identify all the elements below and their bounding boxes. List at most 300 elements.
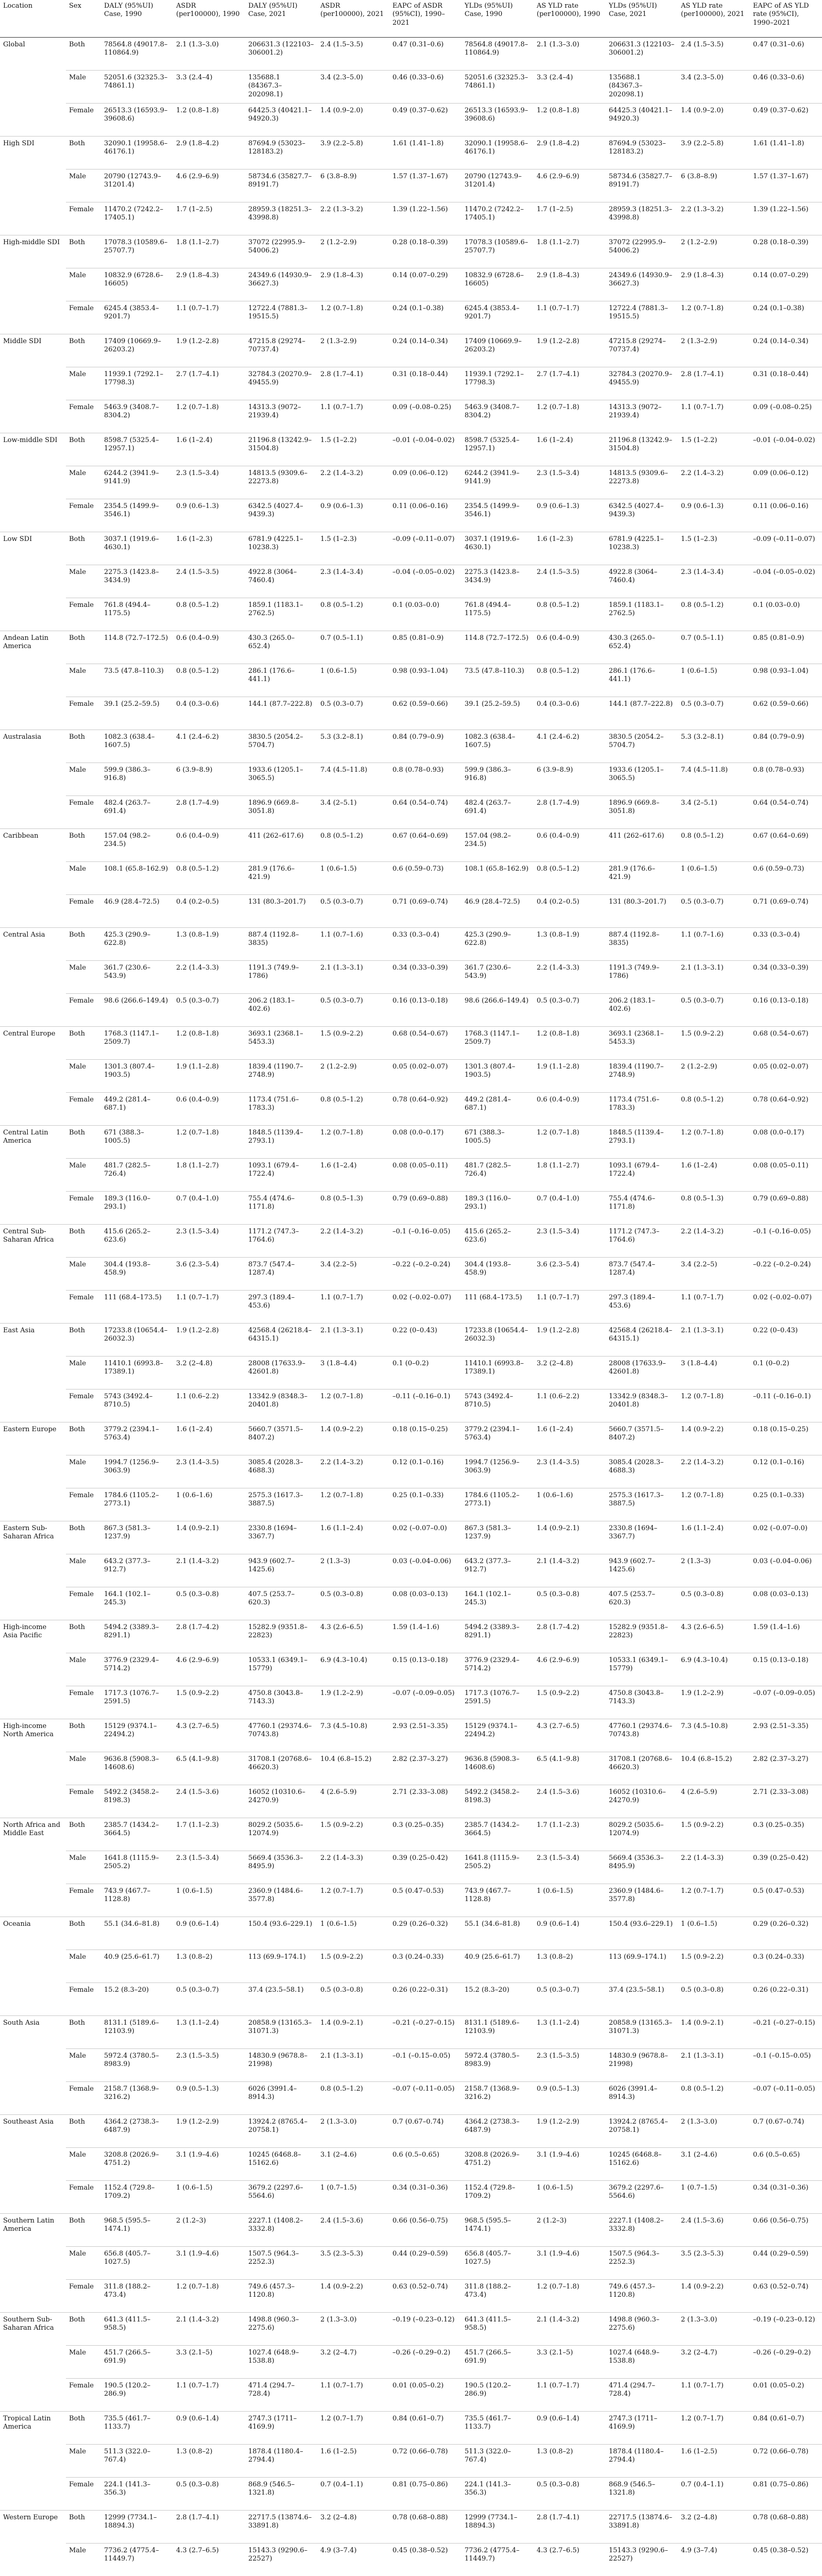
sex-cell: Both <box>66 1422 101 1455</box>
value-cell: 1.5 (0.9–2.2) <box>317 1950 389 1983</box>
value-cell: 7.4 (4.5–11.8) <box>317 763 389 796</box>
value-cell: 2275.3 (1423.8–3434.9) <box>101 565 173 598</box>
location-cell <box>0 895 66 928</box>
value-cell: 0.5 (0.3–0.8) <box>173 2478 245 2511</box>
location-cell <box>0 2148 66 2181</box>
location-cell: Western Europe <box>3 2514 58 2521</box>
value-cell: 0.6 (0.5–0.65) <box>750 2148 822 2181</box>
value-cell: 1.2 (0.7–1.8) <box>317 1389 389 1422</box>
value-cell: 311.8 (188.2–473.4) <box>461 2280 534 2313</box>
value-cell: 108.1 (65.8–162.9) <box>101 862 173 895</box>
sex-cell: Male <box>66 2049 101 2082</box>
value-cell: 1.6 (1–2.4) <box>173 1422 245 1455</box>
value-cell: 4.3 (2.6–6.5) <box>678 1620 750 1653</box>
value-cell: –0.04 (–0.05–0.02) <box>389 565 461 598</box>
value-cell: 1 (0.7–1.5) <box>317 2181 389 2214</box>
location-cell <box>0 301 66 334</box>
value-cell: 0.8 (0.5–1.2) <box>317 598 389 631</box>
value-cell: 4.9 (3–7.4) <box>317 2544 389 2576</box>
value-cell: 1.3 (0.8–2) <box>534 2445 606 2478</box>
value-cell: –0.07 (–0.11–0.05) <box>750 2082 822 2115</box>
value-cell: 6026 (3991.4–8914.3) <box>245 2082 317 2115</box>
value-cell: 3 (1.8–4.4) <box>678 1357 750 1389</box>
location-cell <box>0 2544 66 2576</box>
value-cell: 281.9 (176.6–421.9) <box>606 862 678 895</box>
value-cell: 1.6 (1.1–2.4) <box>678 1521 750 1554</box>
value-cell: 3.2 (2–4.8) <box>317 2511 389 2544</box>
table-row <box>0 664 822 697</box>
value-cell: 1.8 (1.1–2.7) <box>534 1159 606 1192</box>
value-cell: 0.26 (0.22–0.31) <box>750 1983 822 2016</box>
table-row <box>0 1291 822 1324</box>
value-cell: 2 (1.3–3.0) <box>678 2115 750 2148</box>
value-cell: 26513.3 (16593.9–39608.6) <box>101 104 173 137</box>
location-cell <box>0 1752 66 1785</box>
value-cell: 2.2 (1.3–3.2) <box>678 202 750 235</box>
sex-cell: Male <box>66 268 101 301</box>
value-cell: 0.1 (0.03–0.0) <box>389 598 461 631</box>
value-cell: 0.25 (0.1–0.33) <box>750 1488 822 1521</box>
value-cell: 14313.3 (9072–21939.4) <box>245 400 317 433</box>
value-cell: 2.4 (1.5–3.6) <box>678 2214 750 2247</box>
value-cell: 968.5 (595.5–1474.1) <box>101 2214 173 2247</box>
value-cell: 0.7 (0.67–0.74) <box>389 2115 461 2148</box>
location-cell <box>0 1357 66 1389</box>
value-cell: 1641.8 (1115.9–2505.2) <box>101 1851 173 1884</box>
value-cell: 0.33 (0.3–0.4) <box>750 928 822 961</box>
value-cell: 150.4 (93.6–229.1) <box>606 1917 678 1950</box>
value-cell: 2 (1.3–3) <box>678 1554 750 1587</box>
value-cell: 0.79 (0.69–0.88) <box>389 1192 461 1225</box>
header-eapc-asdr: EAPC of ASDR (95%CI), 1990–2021 <box>389 0 461 38</box>
value-cell: 0.5 (0.3–0.7) <box>317 895 389 928</box>
value-cell: 7.3 (4.5–10.8) <box>678 1719 750 1752</box>
table-row <box>0 1357 822 1389</box>
table-row <box>0 137 822 170</box>
value-cell: 2.4 (1.5–3.5) <box>173 565 245 598</box>
value-cell: 1.3 (0.8–1.9) <box>173 928 245 961</box>
value-cell: 164.1 (102.1–245.3) <box>101 1587 173 1620</box>
value-cell: 0.6 (0.4–0.9) <box>173 829 245 862</box>
value-cell: 3.1 (1.9–4.6) <box>173 2148 245 2181</box>
sex-cell: Both <box>66 1027 101 1060</box>
value-cell: 6781.9 (4225.1–10238.3) <box>245 532 317 565</box>
value-cell: 407.5 (253.7–620.3) <box>245 1587 317 1620</box>
value-cell: 0.78 (0.64–0.92) <box>389 1093 461 1126</box>
value-cell: 0.84 (0.61–0.7) <box>389 2412 461 2445</box>
value-cell: 1171.2 (747.3–1764.6) <box>245 1225 317 1258</box>
value-cell: 2 (1.2–2.9) <box>317 1060 389 1093</box>
value-cell: 286.1 (176.6–441.1) <box>245 664 317 697</box>
value-cell: 1.57 (1.37–1.67) <box>750 170 822 202</box>
value-cell: 0.5 (0.3–0.7) <box>317 994 389 1027</box>
value-cell: 425.3 (290.9–622.8) <box>461 928 534 961</box>
value-cell: 430.3 (265.0–652.4) <box>606 631 678 664</box>
value-cell: 0.6 (0.4–0.9) <box>534 829 606 862</box>
value-cell: 108.1 (65.8–162.9) <box>461 862 534 895</box>
value-cell: 415.6 (265.2–623.6) <box>101 1225 173 1258</box>
value-cell: 1.1 (0.7–1.7) <box>317 400 389 433</box>
value-cell: –0.11 (–0.16–0.1) <box>750 1389 822 1422</box>
value-cell: 0.26 (0.22–0.31) <box>389 1983 461 2016</box>
sex-cell: Both <box>66 1719 101 1752</box>
value-cell: 425.3 (290.9–622.8) <box>101 928 173 961</box>
table-row <box>0 697 822 730</box>
value-cell: 2.1 (1.3–3.1) <box>678 1324 750 1357</box>
table-row <box>0 928 822 961</box>
value-cell: 206.2 (183.1–402.6) <box>606 994 678 1027</box>
value-cell: 2.71 (2.33–3.08) <box>389 1785 461 1818</box>
value-cell: 10832.9 (6728.6–16605) <box>461 268 534 301</box>
value-cell: 755.4 (474.6–1171.8) <box>245 1192 317 1225</box>
value-cell: 3.5 (2.3–5.3) <box>678 2247 750 2280</box>
value-cell: 1 (0.6–1.5) <box>317 664 389 697</box>
value-cell: 4.1 (2.4–6.2) <box>534 730 606 763</box>
location-cell: Southern Latin America <box>3 2217 55 2233</box>
location-cell: Eastern Europe <box>3 1426 57 1433</box>
value-cell: –0.07 (–0.09–0.05) <box>750 1686 822 1719</box>
value-cell: 2747.3 (1711–4169.9) <box>245 2412 317 2445</box>
value-cell: 1171.2 (747.3–1764.6) <box>606 1225 678 1258</box>
value-cell: 0.78 (0.68–0.88) <box>750 2511 822 2544</box>
value-cell: 3037.1 (1919.6–4630.1) <box>101 532 173 565</box>
value-cell: 0.08 (0.0–0.17) <box>389 1126 461 1159</box>
value-cell: 0.8 (0.5–1.2) <box>317 1093 389 1126</box>
value-cell: 1507.5 (964.3–2252.3) <box>606 2247 678 2280</box>
value-cell: 8131.1 (5189.6–12103.9) <box>461 2016 534 2049</box>
location-cell <box>0 1686 66 1719</box>
value-cell: 0.8 (0.5–1.2) <box>173 664 245 697</box>
value-cell: 14313.3 (9072–21939.4) <box>606 400 678 433</box>
value-cell: 1859.1 (1183.1–2762.5) <box>606 598 678 631</box>
value-cell: 868.9 (546.5–1321.8) <box>245 2478 317 2511</box>
table-row <box>0 763 822 796</box>
value-cell: 7736.2 (4775.4–11449.7) <box>461 2544 534 2576</box>
value-cell: 1.9 (1.2–2.8) <box>534 1324 606 1357</box>
value-cell: 0.64 (0.54–0.74) <box>750 796 822 829</box>
value-cell: 599.9 (386.3–916.8) <box>461 763 534 796</box>
value-cell: 2.4 (1.5–3.5) <box>534 565 606 598</box>
value-cell: 0.18 (0.15–0.25) <box>389 1422 461 1455</box>
table-row <box>0 1983 822 2016</box>
value-cell: –0.01 (–0.04–0.02) <box>750 433 822 466</box>
value-cell: 0.39 (0.25–0.42) <box>750 1851 822 1884</box>
header-sex: Sex <box>66 0 101 38</box>
value-cell: 1.4 (0.9–2.1) <box>534 1521 606 1554</box>
value-cell: 1.5 (0.9–2.2) <box>317 1027 389 1060</box>
value-cell: 1.6 (1–2.5) <box>317 2445 389 2478</box>
table-row <box>0 400 822 433</box>
sex-cell: Male <box>66 961 101 994</box>
table-row <box>0 268 822 301</box>
value-cell: 0.08 (0.05–0.11) <box>750 1159 822 1192</box>
table-row <box>0 1686 822 1719</box>
value-cell: 6 (3.8–8.9) <box>678 170 750 202</box>
sex-cell: Both <box>66 1324 101 1357</box>
value-cell: 1.5 (1–2.2) <box>317 433 389 466</box>
value-cell: 2.4 (1.5–3.5) <box>317 38 389 71</box>
value-cell: 32090.1 (19958.6–46176.1) <box>101 137 173 170</box>
value-cell: –0.09 (–0.11–0.07) <box>750 532 822 565</box>
value-cell: 0.11 (0.06–0.16) <box>750 499 822 532</box>
value-cell: 3085.4 (2028.3–4688.3) <box>245 1455 317 1488</box>
value-cell: 1.5 (0.9–2.2) <box>678 1818 750 1851</box>
value-cell: 0.47 (0.31–0.6) <box>750 38 822 71</box>
value-cell: 0.67 (0.64–0.69) <box>389 829 461 862</box>
value-cell: 1.1 (0.7–1.7) <box>173 301 245 334</box>
sex-cell: Both <box>66 730 101 763</box>
value-cell: 189.3 (116.0–293.1) <box>101 1192 173 1225</box>
table-row <box>0 2379 822 2412</box>
value-cell: 0.45 (0.38–0.52) <box>750 2544 822 2576</box>
value-cell: –0.07 (–0.11–0.05) <box>389 2082 461 2115</box>
value-cell: –0.1 (–0.15–0.05) <box>389 2049 461 2082</box>
value-cell: 3.2 (2–4.7) <box>317 2346 389 2379</box>
table-header <box>0 0 822 38</box>
location-cell <box>0 1785 66 1818</box>
value-cell: 0.3 (0.24–0.33) <box>750 1950 822 1983</box>
value-cell: 1.2 (0.7–1.7) <box>317 2412 389 2445</box>
value-cell: 37.4 (23.5–58.1) <box>606 1983 678 2016</box>
value-cell: 2158.7 (1368.9–3216.2) <box>461 2082 534 2115</box>
value-cell: 4750.8 (3043.8–7143.3) <box>245 1686 317 1719</box>
value-cell: 1.2 (0.8–1.8) <box>534 1027 606 1060</box>
sex-cell: Female <box>66 1587 101 1620</box>
location-cell <box>0 202 66 235</box>
value-cell: 1.7 (1–2.5) <box>173 202 245 235</box>
value-cell: 0.9 (0.6–1.4) <box>534 2412 606 2445</box>
value-cell: 2.1 (1.3–3.1) <box>317 1324 389 1357</box>
value-cell: 6244.2 (3941.9–9141.9) <box>101 466 173 499</box>
value-cell: 11470.2 (7242.2–17405.1) <box>461 202 534 235</box>
value-cell: 0.9 (0.6–1.3) <box>317 499 389 532</box>
value-cell: 0.49 (0.37–0.62) <box>389 104 461 137</box>
value-cell: 0.8 (0.5–1.3) <box>317 1192 389 1225</box>
value-cell: 46.9 (28.4–72.5) <box>461 895 534 928</box>
value-cell: 1784.6 (1105.2–2773.1) <box>101 1488 173 1521</box>
sex-cell: Female <box>66 1192 101 1225</box>
value-cell: 1.2 (0.8–1.8) <box>173 104 245 137</box>
value-cell: 47760.1 (29374.6–70743.8) <box>245 1719 317 1752</box>
value-cell: 2.2 (1.4–3.3) <box>678 1851 750 1884</box>
value-cell: 1.8 (1.1–2.7) <box>173 235 245 268</box>
value-cell: 37072 (22995.9–54006.2) <box>245 235 317 268</box>
value-cell: 1641.8 (1115.9–2505.2) <box>461 1851 534 1884</box>
value-cell: 2330.8 (1694–3367.7) <box>606 1521 678 1554</box>
value-cell: 1717.3 (1076.7–2591.5) <box>101 1686 173 1719</box>
value-cell: 2.3 (1.5–3.4) <box>534 466 606 499</box>
value-cell: 761.8 (494.4–1175.5) <box>101 598 173 631</box>
value-cell: 3.2 (2–4.7) <box>678 2346 750 2379</box>
value-cell: 2385.7 (1434.2–3664.5) <box>101 1818 173 1851</box>
value-cell: 2385.7 (1434.2–3664.5) <box>461 1818 534 1851</box>
value-cell: 7736.2 (4775.4–11449.7) <box>101 2544 173 2576</box>
value-cell: 2.3 (1.5–3.5) <box>534 2049 606 2082</box>
value-cell: 17409 (10669.9–26203.2) <box>101 334 173 367</box>
table-row <box>0 598 822 631</box>
value-cell: 0.3 (0.24–0.33) <box>389 1950 461 1983</box>
table-row <box>0 367 822 400</box>
value-cell: 0.08 (0.05–0.11) <box>389 1159 461 1192</box>
value-cell: 0.02 (–0.07–0.0) <box>750 1521 822 1554</box>
value-cell: 0.7 (0.5–1.1) <box>317 631 389 664</box>
table-row <box>0 1554 822 1587</box>
value-cell: 113 (69.9–174.1) <box>245 1950 317 1983</box>
value-cell: 0.63 (0.52–0.74) <box>750 2280 822 2313</box>
sex-cell: Both <box>66 928 101 961</box>
location-cell <box>0 466 66 499</box>
value-cell: 2.3 (1.5–3.4) <box>173 1225 245 1258</box>
location-cell: Tropical Latin America <box>3 2415 51 2431</box>
location-cell <box>0 862 66 895</box>
value-cell: 0.62 (0.59–0.66) <box>389 697 461 730</box>
value-cell: 311.8 (188.2–473.4) <box>101 2280 173 2313</box>
value-cell: 0.5 (0.3–0.7) <box>173 994 245 1027</box>
value-cell: 1.9 (1.1–2.8) <box>173 1060 245 1093</box>
value-cell: 1082.3 (638.4–1607.5) <box>461 730 534 763</box>
table-row <box>0 1851 822 1884</box>
value-cell: 13342.9 (8348.3–20401.8) <box>606 1389 678 1422</box>
value-cell: 0.7 (0.4–1.0) <box>534 1192 606 1225</box>
table-row <box>0 2346 822 2379</box>
table-row <box>0 2412 822 2445</box>
value-cell: 0.46 (0.33–0.6) <box>750 71 822 104</box>
value-cell: 1717.3 (1076.7–2591.5) <box>461 1686 534 1719</box>
value-cell: 2.9 (1.8–4.2) <box>173 137 245 170</box>
table-row <box>0 1225 822 1258</box>
value-cell: 0.6 (0.4–0.9) <box>173 631 245 664</box>
value-cell: 78564.8 (49017.8–110864.9) <box>101 38 173 71</box>
value-cell: 39.1 (25.2–59.5) <box>101 697 173 730</box>
value-cell: 2360.9 (1484.6–3577.8) <box>606 1884 678 1917</box>
table-row <box>0 1389 822 1422</box>
value-cell: 1.5 (0.9–2.2) <box>678 1027 750 1060</box>
value-cell: 2.3 (1.4–3.4) <box>678 565 750 598</box>
value-cell: 10.4 (6.8–15.2) <box>317 1752 389 1785</box>
value-cell: –0.09 (–0.11–0.07) <box>389 532 461 565</box>
value-cell: 15143.3 (9290.6–22527) <box>606 2544 678 2576</box>
value-cell: 0.5 (0.3–0.7) <box>678 895 750 928</box>
value-cell: 1.9 (1.2–2.8) <box>173 1324 245 1357</box>
value-cell: 0.5 (0.3–0.8) <box>173 1587 245 1620</box>
header-asdr-1990: ASDR (per100000), 1990 <box>173 0 245 38</box>
value-cell: 1173.4 (751.6–1783.3) <box>606 1093 678 1126</box>
value-cell: 2.4 (1.5–3.6) <box>317 2214 389 2247</box>
value-cell: 10245 (6468.8–15162.6) <box>606 2148 678 2181</box>
value-cell: 0.7 (0.4–1.0) <box>173 1192 245 1225</box>
value-cell: 2.9 (1.8–4.3) <box>534 268 606 301</box>
location-cell <box>0 1258 66 1291</box>
value-cell: 15.2 (8.3–20) <box>101 1983 173 2016</box>
table-row <box>0 2478 822 2511</box>
value-cell: 1768.3 (1147.1–2509.7) <box>101 1027 173 1060</box>
value-cell: 3.6 (2.3–5.4) <box>534 1258 606 1291</box>
location-cell <box>0 1653 66 1686</box>
value-cell: 0.02 (–0.02–0.07) <box>389 1291 461 1324</box>
value-cell: 0.03 (–0.04–0.06) <box>389 1554 461 1587</box>
value-cell: 2 (1.3–3.0) <box>317 2313 389 2346</box>
value-cell: 2575.3 (1617.3–3887.5) <box>245 1488 317 1521</box>
value-cell: 430.3 (265.0–652.4) <box>245 631 317 664</box>
value-cell: 1507.5 (964.3–2252.3) <box>245 2247 317 2280</box>
value-cell: 55.1 (34.6–81.8) <box>101 1917 173 1950</box>
table-row <box>0 1917 822 1950</box>
value-cell: 111 (68.4–173.5) <box>461 1291 534 1324</box>
value-cell: 0.11 (0.06–0.16) <box>389 499 461 532</box>
value-cell: 1498.8 (960.3–2275.6) <box>606 2313 678 2346</box>
location-cell <box>0 1060 66 1093</box>
value-cell: 1.57 (1.37–1.67) <box>389 170 461 202</box>
value-cell: 0.8 (0.5–1.2) <box>678 2082 750 2115</box>
value-cell: 415.6 (265.2–623.6) <box>461 1225 534 1258</box>
value-cell: 0.7 (0.67–0.74) <box>750 2115 822 2148</box>
value-cell: 206.2 (183.1–402.6) <box>245 994 317 1027</box>
location-cell <box>0 1983 66 2016</box>
location-cell: North Africa and Middle East <box>3 1821 61 1838</box>
value-cell: 481.7 (282.5–726.4) <box>461 1159 534 1192</box>
value-cell: 5494.2 (3389.3–8291.1) <box>101 1620 173 1653</box>
value-cell: 2227.1 (1408.2–3332.8) <box>245 2214 317 2247</box>
value-cell: 2.71 (2.33–3.08) <box>750 1785 822 1818</box>
value-cell: 449.2 (281.4–687.1) <box>101 1093 173 1126</box>
table-row <box>0 433 822 466</box>
value-cell: 873.7 (547.4–1287.4) <box>245 1258 317 1291</box>
sex-cell: Male <box>66 1554 101 1587</box>
value-cell: –0.1 (–0.16–0.05) <box>389 1225 461 1258</box>
value-cell: 1.4 (0.9–2.0) <box>317 104 389 137</box>
value-cell: 4364.2 (2738.3–6487.9) <box>101 2115 173 2148</box>
value-cell: 1.2 (0.7–1.7) <box>678 1884 750 1917</box>
value-cell: 2227.1 (1408.2–3332.8) <box>606 2214 678 2247</box>
table-row <box>0 565 822 598</box>
value-cell: 0.6 (0.4–0.9) <box>173 1093 245 1126</box>
value-cell: 0.5 (0.3–0.8) <box>678 1983 750 2016</box>
location-cell <box>0 170 66 202</box>
value-cell: 0.8 (0.78–0.93) <box>389 763 461 796</box>
value-cell: 2.3 (1.5–3.4) <box>173 466 245 499</box>
value-cell: 39.1 (25.2–59.5) <box>461 697 534 730</box>
sex-cell: Male <box>66 466 101 499</box>
value-cell: 0.24 (0.14–0.34) <box>750 334 822 367</box>
value-cell: 451.7 (266.5–691.9) <box>461 2346 534 2379</box>
value-cell: 17078.3 (10589.6–25707.7) <box>101 235 173 268</box>
value-cell: 3.3 (2.4–4) <box>173 71 245 104</box>
value-cell: 14830.9 (9678.8–21998) <box>245 2049 317 2082</box>
value-cell: 73.5 (47.8–110.3) <box>461 664 534 697</box>
value-cell: 6342.5 (4027.4–9439.3) <box>245 499 317 532</box>
table-row <box>0 104 822 137</box>
value-cell: 1.5 (1–2.3) <box>678 532 750 565</box>
value-cell: 14813.5 (9309.6–22273.8) <box>606 466 678 499</box>
table-body <box>0 38 822 2576</box>
value-cell: 0.8 (0.5–1.2) <box>678 829 750 862</box>
value-cell: 3208.8 (2026.9–4751.2) <box>101 2148 173 2181</box>
value-cell: 2 (1.3–2.9) <box>678 334 750 367</box>
sex-cell: Both <box>66 334 101 367</box>
value-cell: 15282.9 (9351.8–22823) <box>606 1620 678 1653</box>
value-cell: 4.3 (2.7–6.5) <box>534 1719 606 1752</box>
sex-cell: Male <box>66 1258 101 1291</box>
table-row <box>0 862 822 895</box>
value-cell: 1.1 (0.6–2.2) <box>173 1389 245 1422</box>
value-cell: 0.68 (0.54–0.67) <box>389 1027 461 1060</box>
value-cell: 0.72 (0.66–0.78) <box>389 2445 461 2478</box>
value-cell: 0.6 (0.5–0.65) <box>389 2148 461 2181</box>
value-cell: 1.6 (1.1–2.4) <box>317 1521 389 1554</box>
value-cell: 1.1 (0.7–1.7) <box>678 1291 750 1324</box>
value-cell: 1.4 (0.9–2.2) <box>317 1422 389 1455</box>
value-cell: 2.8 (1.7–4.2) <box>534 1620 606 1653</box>
